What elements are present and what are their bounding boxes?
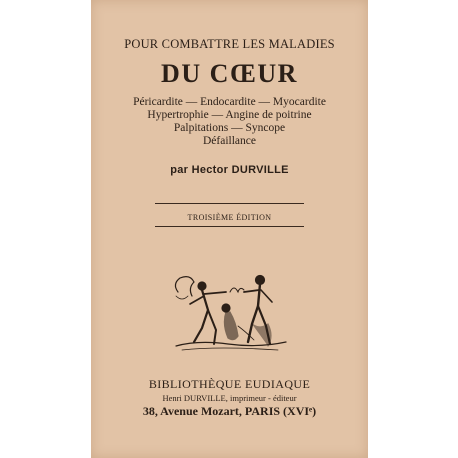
topics-line-1: Péricardite — Endocardite — Myocardite xyxy=(133,96,326,108)
classical-figures-engraving-icon xyxy=(168,266,292,354)
edition-rule-top xyxy=(155,203,304,204)
cover-subtitle: POUR COMBATTRE LES MALADIES xyxy=(124,37,335,51)
topics-line-3: Palpitations — Syncope xyxy=(173,122,286,134)
topics-line-2: Hypertrophie — Angine de poitrine xyxy=(147,109,312,121)
publisher-name: BIBLIOTHÈQUE EUDIAQUE xyxy=(148,377,311,391)
topics-line-4: Défaillance xyxy=(203,135,256,147)
book-cover xyxy=(91,0,368,458)
edition-rule-bottom xyxy=(155,226,304,227)
cover-title: DU CŒUR xyxy=(161,59,298,88)
cover-author: par Hector DURVILLE xyxy=(170,164,289,176)
printer-line: Henri DURVILLE, imprimeur - éditeur xyxy=(162,393,297,403)
publisher-address: 38, Avenue Mozart, PARIS (XVIᵉ) xyxy=(142,404,317,418)
cover-edition: TROISIÈME ÉDITION xyxy=(187,213,272,222)
